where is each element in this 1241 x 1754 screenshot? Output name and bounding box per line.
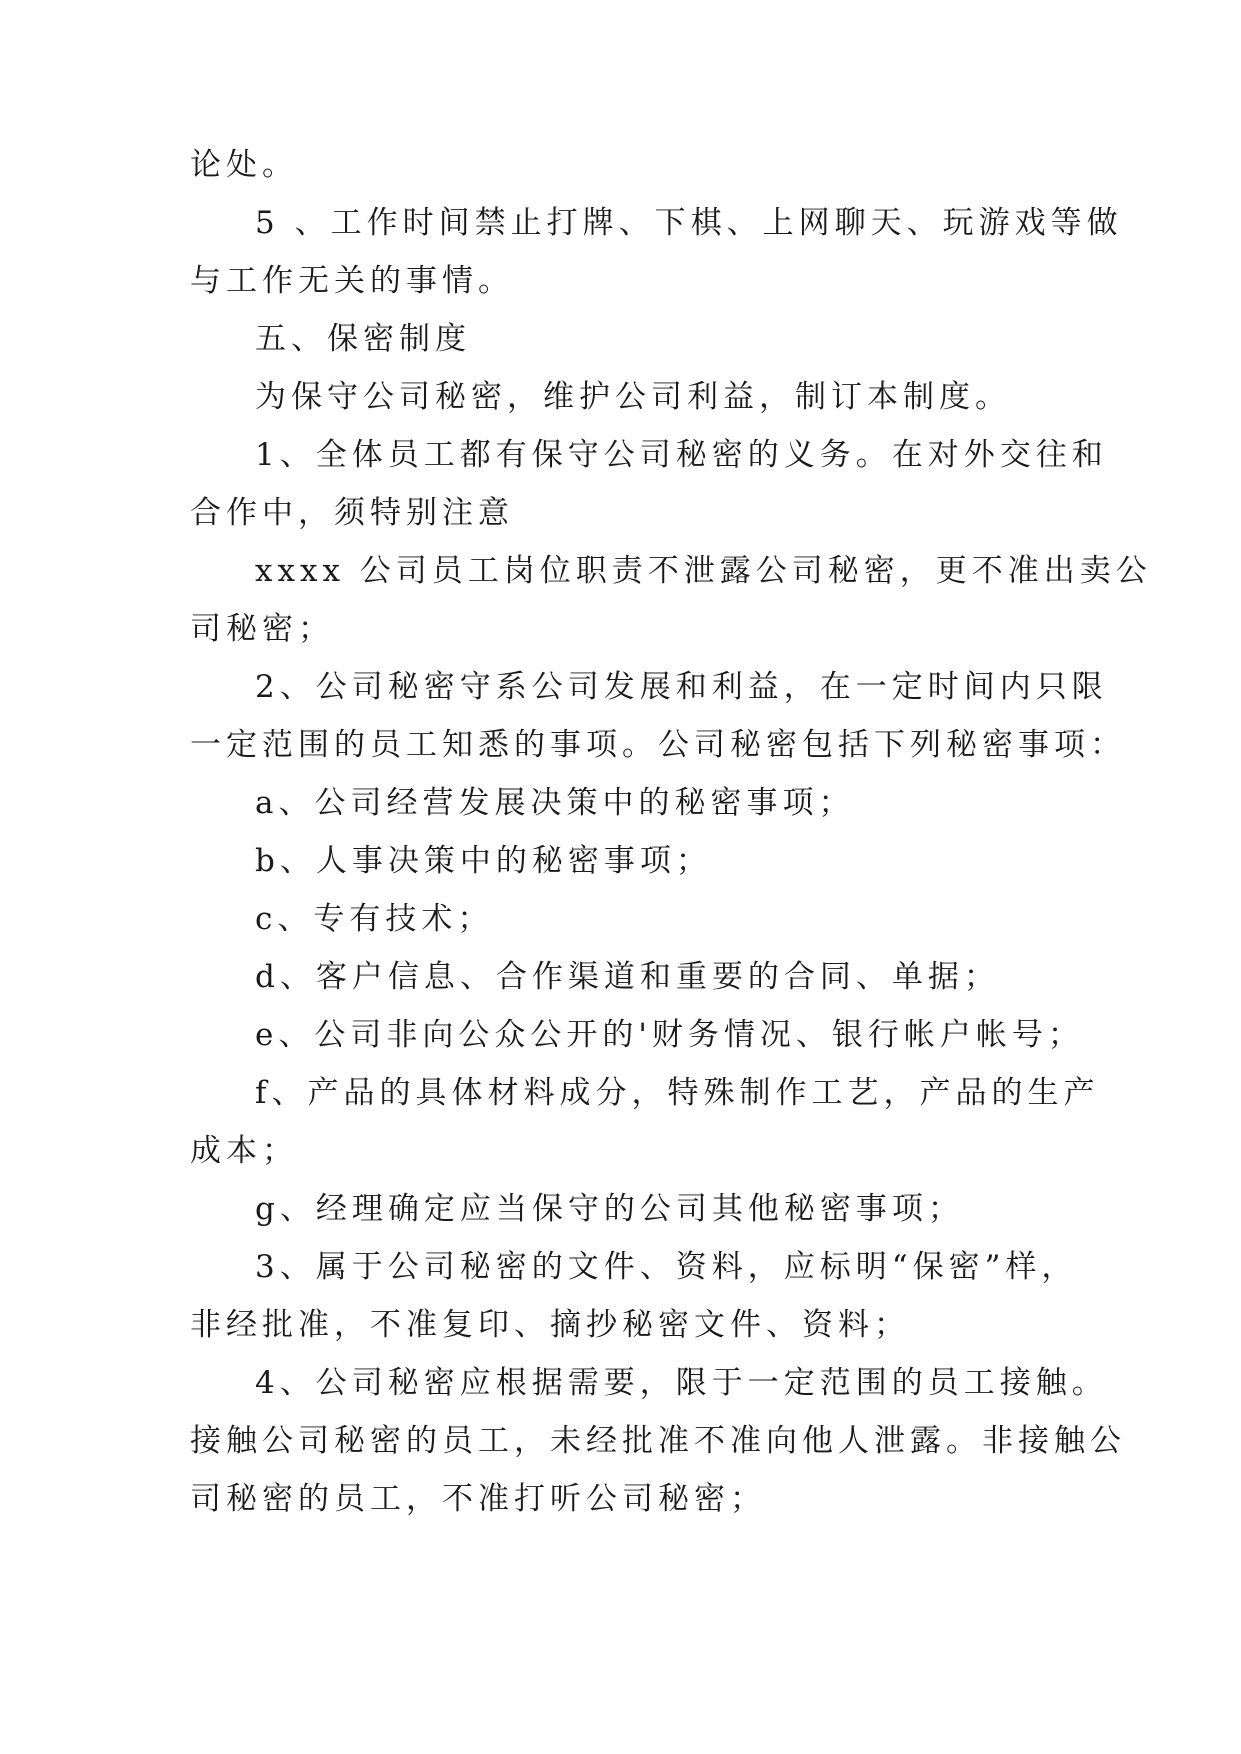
text-line: 成本； — [190, 1133, 298, 1169]
section-heading: 五、保密制度 — [255, 321, 471, 357]
text-line: 司秘密； — [190, 611, 334, 647]
list-item: a、公司经营发展决策中的秘密事项； — [255, 785, 855, 821]
text-line: 2、公司秘密守系公司发展和利益，在一定时间内只限 — [255, 669, 1108, 705]
text-line: 4、公司秘密应根据需要，限于一定范围的员工接触。 — [255, 1365, 1108, 1401]
text-line: 司秘密的员工，不准打听公司秘密； — [190, 1481, 766, 1517]
text-line: 接触公司秘密的员工，未经批准不准向他人泄露。非接触公 — [190, 1423, 1126, 1459]
text-line: 与工作无关的事情。 — [190, 263, 514, 299]
text-line: 论处。 — [190, 147, 298, 183]
list-item: f、产品的具体材料成分，特殊制作工艺，产品的生产 — [255, 1075, 1100, 1111]
text-line: 1、全体员工都有保守公司秘密的义务。在对外交往和 — [255, 437, 1108, 473]
list-item: g、经理确定应当保守的公司其他秘密事项； — [255, 1191, 964, 1227]
text-line: 一定范围的员工知悉的事项。公司秘密包括下列秘密事项： — [190, 727, 1126, 763]
text-line: 为保守公司秘密，维护公司利益，制订本制度。 — [255, 379, 1011, 415]
text-line: xxxx 公司员工岗位职责不泄露公司秘密，更不准出卖公 — [255, 553, 1152, 589]
text-line: 合作中，须特别注意 — [190, 495, 514, 531]
text-line: 5 、工作时间禁止打牌、下棋、上网聊天、玩游戏等做 — [255, 205, 1123, 241]
list-item: d、客户信息、合作渠道和重要的合同、单据； — [255, 959, 1000, 995]
list-item: c、专有技术； — [255, 901, 494, 937]
text-line: 非经批准，不准复印、摘抄秘密文件、资料； — [190, 1307, 910, 1343]
list-item: b、人事决策中的秘密事项； — [255, 843, 712, 879]
list-item: e、公司非向公众公开的'财务情况、银行帐户帐号； — [255, 1017, 1084, 1053]
text-line: 3、属于公司秘密的文件、资料，应标明“保密”样， — [255, 1249, 1078, 1285]
